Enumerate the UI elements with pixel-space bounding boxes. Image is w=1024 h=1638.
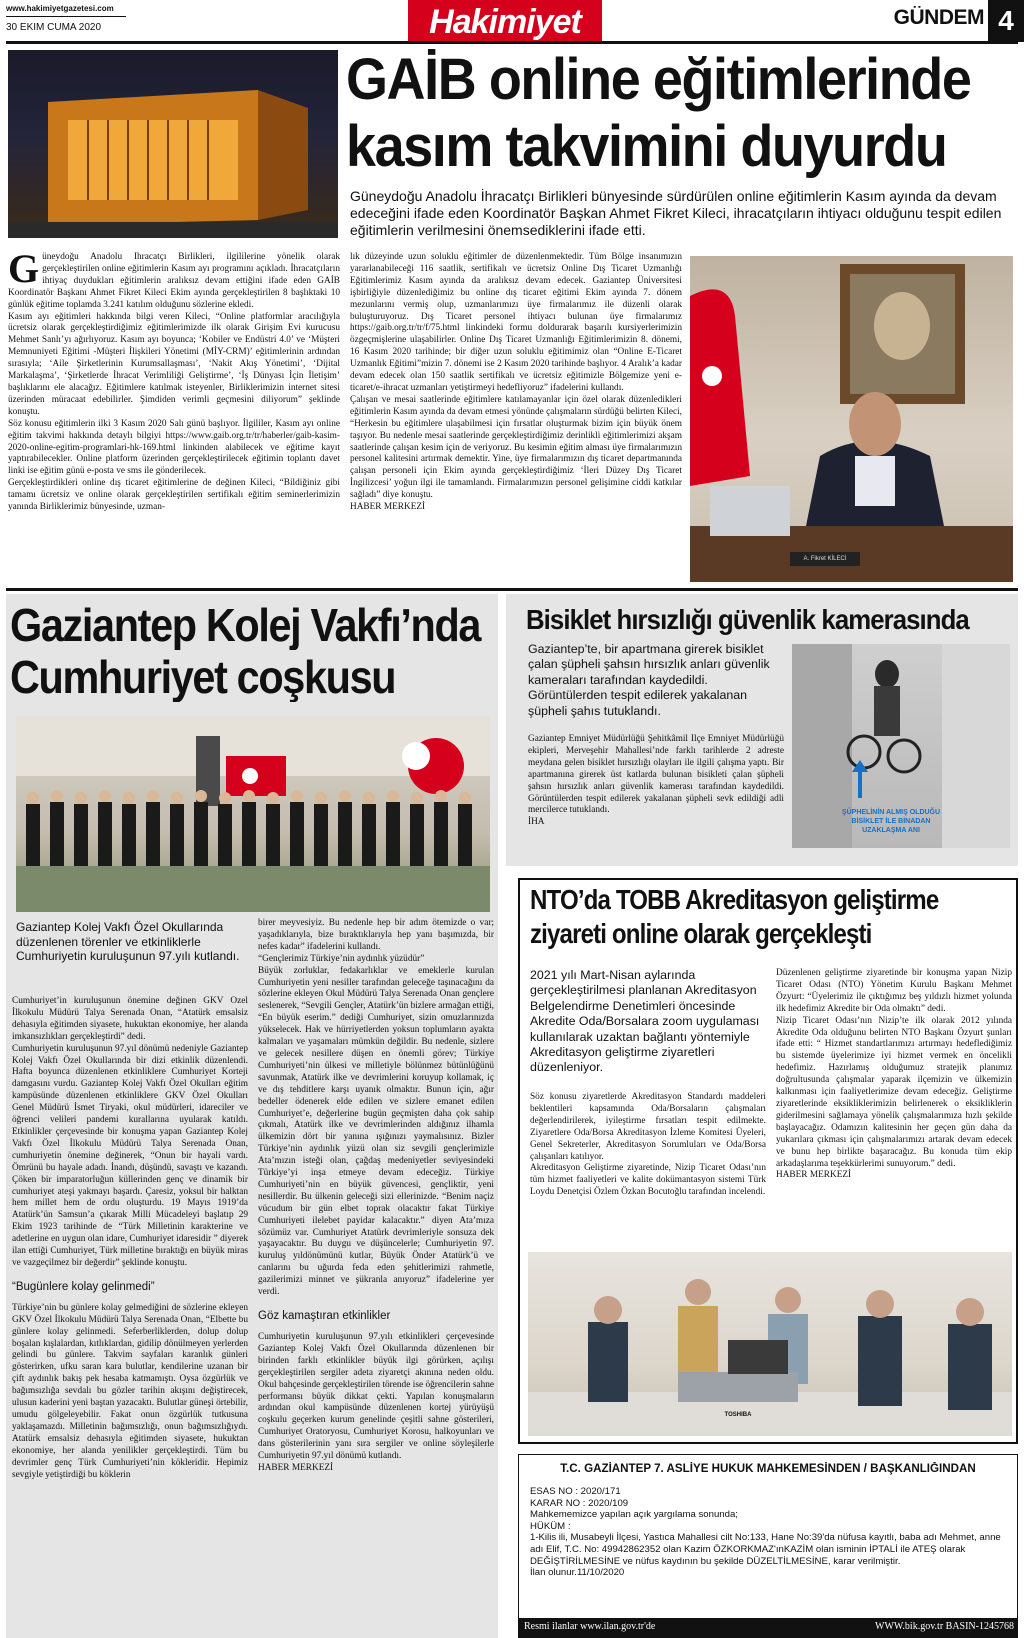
story4-col2-p1: Düzenlenen geliştirme ziyaretinde bir konuşma yapan Nizip Ticaret Odası (NTO) Yönetim Kurulu Başkanı Mehmet Özyurt: “Üyelerimiz ile çıktığımız beş yıldızlı hizmet yolunda ilk hedefimiz Akredite bir Oda olmaktı” dedi. [776, 968, 1012, 1014]
nameplate: A. Fikret KİLECİ [790, 552, 860, 566]
building-illustration [8, 50, 338, 238]
story2-lead: Gaziantep Kolej Vakfı Özel Okullarında düzenlenen törenler ve etkinliklerle Cumhuriyetin kuruluşunun 97.yılı kutlandı. [16, 920, 240, 963]
story2-col2-p3: Büyük zorluklar, fedakarlıklar ve emeklerle kurulan Cumhuriyetin yeni nesiller tarafından geleceğe taşınacağını da sözlerine ekleyen Okul Müdürü Talya Serenada Onan gençlere seslenerek, “Sevgili Gençler, Atatürk’ün bizlere armağan ettiği, “En büyük eserim.” dediği Cumhuriyet, sizin omuzlarınızda yükselecek. Hak ve hürriyetlerden yoksun toplumların ayakta kalmaları ve yaşamaları mümkün değildir. Bu nedenle, sizlere ve gelecek nesillere düşen en önemli görev; Türkiye Cumhuriyeti’nin ülkesi ve milletiyle bölünmez bütünlüğünü savunmak, Atatürk ilke ve devrimlerini koruyup kollamak, iç ve dış tehditlere karşı uyanık olmaktır. Bunun için, ağır bedeller ödenerek elde edilen ve sizlere emanet edilen Cumhuriyet’e, değerlerine bugün geçmişten daha çok sahip çıkmalı, Atatürk ilke ve devrimlerinden aldığınız ilhamla ülkemizin dört bir yanına ışığınızı yaymalısınız. Bizler Türkiye’nin aydınlık yüzü olan siz sevgili gençlerimizle Ata’mızın isteği olan, çağdaş medeniyetler seviyesindeki Türkiye’yi inşa etmeye devam edeceğiz. Türkiye Cumhuriyeti’nin en büyük güvencesi, gençliktir, yeni nesillerdir. Bu ülkenin geleceği sizi ellerinizde. “Benim naçiz vücudum bir gün elbet toprak olacaktır fakat Türkiye Cumhuriyeti ilelebet payidar kalacaktır.” diyen Ata’mıza sözümüz var. Cumhuriyet Atatürk devrimleriyle sonsuza dek yaşayacaktır. Bu duygu ve düşüncelerle; Cumhuriyetin 97. kuruluş yıldönümünü kutlar, Büyük Önder Atatürk’ü ve canlarını bu uğurda feda eden şehitlerimizi rahmetle, gazilerimizi minnet ve şükranla anıyoruz” ifadelerine yer verdi. [258, 965, 494, 1298]
story3-body-text: Gaziantep Emniyet Müdürlüğü Şehitkâmil İlçe Emniyet Müdürlüğü ekipleri, Merveşehir Mahallesi’nde farklı tarihlerde 2 adreste meydana gelen bisiklet hırsızlığı olayları ile ilgili çalışma yaptı. Bir apartmanına girerek üst katlarda bulunan bisikleti çalan şüpheli şahsın hırsızlık anları güvenlik kamerası tarafından kaydedildi. Görüntülerden tespit edilerek yakalanan şüpheli sevk edildiği adli mercilerce tutuklandı. [528, 734, 784, 816]
kileci-office-photo [690, 256, 1013, 582]
story4-lead: 2021 yılı Mart-Nisan aylarında gerçekleştirilmesi planlanan Akreditasyon Belgelendirme Denetimleri öncesinde Akredite Oda/Borsalara zoom uygulaması kullanılarak uzaktan bağlantı yöntemiyle Akreditasyon geliştirme ziyaretleri düzenleniyor. [530, 968, 760, 1075]
story2-subhead-2: Göz kamaştıran etkinlikler [258, 1310, 391, 1322]
story2-column-2 [258, 918, 494, 1634]
legal-date: İlan olunur.11/10/2020 [530, 1567, 625, 1579]
story4-byline: HABER MERKEZİ [776, 1170, 852, 1181]
masthead-logo [408, 0, 602, 44]
ceremony-photo [16, 716, 490, 912]
story1-byline: HABER MERKEZİ [350, 502, 426, 513]
nto-meeting-photo [528, 1252, 1012, 1436]
camera-caption: ŞÜPHELİNİN ALMIŞ OLDUĞU BİSİKLET İLE BİNADAN UZAKLAŞMA ANI [841, 809, 941, 834]
story1-col2-p2: Çalışan ve mesai saatlerinde eğitimlere katılamayanlar için özel olarak düzenledikleri eğitimlerin Kasım ayında da devam etmesi yönünde çalışmaların sürdüğü belirten Kileci, “Herkesin bu eğitimlere ulaşabilmesi için fırsatlar oluşturmak bizim için büyük önem taşıyor. Bu nedenle mesai saatlerinde gerçekleştirdiğimiz derinlikli eğitimlerimizi akşam saatlerinde çalışan kesim için de veriyoruz. Bu kesimin eğitim alması üye firmalarımızın personel kalitesini artırmak demektir. Yine, üye firmalarımızın dış ticaret departmanında çalışan personeli için Ekim ayında gerçekleştirdiğimiz ‘İleri Düzey Dış Ticaret İngilizcesi’ yoğun ilgi ile tamamlandı. Firmalarımızın personel gelişimine ciddi katkılar sağladı” diye konuştu. [350, 394, 682, 501]
story4-title-line2: ziyareti online olarak gerçekleşti [530, 918, 872, 949]
ceremony-illustration [16, 716, 490, 912]
story1-column-1 [8, 252, 340, 584]
story2-col1-p2: Cumhuriyetin kuruluşunun 97.yıl dönümü nedeniyle Gaziantep Kolej Vakfı Özel Okullarında bir dizi etkinlik düzenlendi. Hafta boyunca düzenlenen etkinliklere Cumhuriyet Korteji damgasını vurdu. Gaziantep Kolej Vakfı Özel Okulları eğitim kampüsünde düzenlenen etkinliklere GKV Özel Okulları Genel Müdürü İsmet Tiryaki, okul müdürleri, idareciler ve öğrenci velileri pandemi kurallarına uyularak katıldı. Etkinlikler çerçevesinde bir konuşma yapan Gaziantep Kolej Vakfı Özel İlkokulu Müdürü Talya Serenada Onan, cumhuriyetin önemine değinerek, “Onun bir hayali vardı. Ömrünü bu hayale adadı. İnandı, düşündü, savaştı ve kazandı. Çöken bir imparatorluğun küllerinden genç ve dinamik bir cumhuriyet ateşi yakmayı başardı. Çaresiz, yoksul bir halktan hem millet hem de ordu oluşturdu. 19 Mayıs 1919’da Atatürk’ün Samsun’a çıkarak Milli Mücadeleyi başlatıp 29 Ekim 1923 tarihinde de “Türk Milletinin karakterine ve adetlerine en uygun olan idare, Cumhuriyet idaresidir ” diyerek ilan ettiği Cumhuriyet, Türk milletine bıraktığı en büyük miras ve vazgeçilmez bir değerdir” şeklinde konuştu. [12, 1043, 248, 1268]
legal-esas: ESAS NO : 2020/171 [530, 1486, 621, 1497]
legal-title: T.C. GAZİANTEP 7. ASLİYE HUKUK MAHKEMESİNDEN / BAŞKANLIĞINDAN [560, 1462, 976, 1475]
laptop-brand: TOSHIBA [724, 1412, 752, 1418]
section-divider-1 [6, 588, 1018, 591]
story1-title-line2: kasım takvimini duyurdu [346, 115, 947, 179]
story2-subhead-1: “Bugünlere kolay gelinmedi” [12, 1280, 155, 1293]
story4-column-1 [530, 1092, 766, 1252]
story1-lead: Güneydoğu Anadolu İhracatçı Birlikleri bünyesinde sürdürülen online eğitimlerin Kasım ayında da devam edeceğini ifade eden Koordinatör Başkan Ahmet Fikret Kileci, ihracatçıların ihtiyacı olduğunu tespit edilen eğitimlerin verilmesini önemsediklerini ifade etti. [350, 188, 1002, 238]
story2-col2-p1: birer meyvesiyiz. Bu nedenle hep bir adım ötemizde o var; yaşadıklarıyla, bize bıraktıklarıyla hep yanı başımızda, bir nefes kadar” ifadelerini kullandı. [258, 918, 494, 952]
story3-body [528, 734, 784, 854]
masthead-divider [6, 41, 1018, 44]
legal-text: 1-Kilis ili, Musabeyli İlçesi, Yastıca Mahallesi cilt No:133, Hane No:39'da nüfusa kayıtlı, baba adı Mehmet, anne adı Elif, T.C. No: 49942862352 olan Kazim ÖZKORKMAZ'ınKAZİM olan isminin İPTALİ ile ATEŞ olarak DEĞİŞTİRİLMESİNE ve nüfus kaydının bu şekilde DÜZELTİLMESİNE, karar verilmiştir. [530, 1532, 1001, 1567]
meeting-illustration [528, 1252, 1012, 1436]
legal-karar: KARAR NO : 2020/109 [530, 1497, 629, 1509]
story1-column-2 [350, 252, 682, 584]
gaib-building-photo [8, 50, 338, 238]
section-label: GÜNDEM [893, 6, 984, 29]
legal-content [530, 1486, 1008, 1579]
story4-title-line1: NTO’da TOBB Akreditasyon geliştirme [530, 884, 939, 915]
legal-intro: Mahkememizce yapılan açık yargılama sonunda; [530, 1509, 738, 1521]
story2-col1-p1: Cumhuriyet’in kuruluşunun önemine değinen GKV Özel İlkokulu Müdürü Talya Serenada Onan, “Atatürk emsalsiz dehasıyla eğitimden siyasete, hukuktan ekonomiye, her alanda imkansızlıkları gerçekleştirdi” dedi. [12, 996, 248, 1042]
story2-title-line1: Gaziantep Kolej Vakfı’nda [10, 600, 481, 650]
story3-title: Bisiklet hırsızlığı güvenlik kamerasında [526, 604, 969, 635]
story1-col1-p2: Kasım ayı eğitimleri hakkında bilgi veren Kileci, “Online platformlar aracılığıyla ücretsiz olarak gerçekleştirdiğimiz eğitimlerimizde ilk olarak Girişim Evi kurucusu Mehmet Sanlı’yı ağırlıyoruz. Kasım ayı boyunca; ‘Kobiler ve Endüstri 4.0’ ve ‘Müşteri Memnuniyeti Eğitimi -Müşteri İlişkileri Yönetimi (MİY-CRM)’ eğitimlerinin ardından sırasıyla; ‘Aile Şirketlerinin Kurumsallaşması’, ‘Nakit Akış Yönetimi’, ‘Dijital Markalaşma’, ‘Şirketlerde İhracat Verimliliği Geliştirme’, ‘İş Dünyası İçin İletişim’ başlıklarını ele alacağız. Eğitimlere katılmak isteyenler, Birliklerimizin internet sitesi üzerinden müracaat edebilirler. Şimdiden verimli geçmesini diliyorum” şeklinde konuştu. [8, 311, 340, 417]
story4-col1-p2: Akreditasyon Geliştirme ziyaretinde, Nizip Ticaret Odası’nın tüm hizmet faaliyetleri ve kalite dokümantasyon sistemi Türk Loydu Denetçisi Özlem Özkan Bocutoğlu tarafından incelendi. [530, 1163, 766, 1198]
story1-title-line1: GAİB online eğitimlerinde [346, 48, 971, 112]
page-number [988, 0, 1024, 42]
story1-col1-p3: Söz konusu eğitimlerin ilki 3 Kasım 2020 Salı günü başlıyor. İlgililer, Kasım ayı online eğitim takvimi hakkında detaylı bilgiyi https://www.gaib.org.tr/tr/haberler/gaib-kasim-2020-online-egitim-programlari-hk-169.html linkinden alabilecek ve eğitime kayıt yaptırabilecekler. Online platform üzerinden gerçekleştirilecek eğitimin toplantı davet linki ise eğitim günü e-posta ve sms ile gönderilecek. [8, 418, 340, 477]
story2-col2-p4: Cumhuriyetin kuruluşunun 97.yılı etkinlikleri çerçevesinde Gaziantep Kolej Vakfı Özel Okullarında düzenlenen bir birinden farklı etkinlikler büyük ilgi görürken, açılışı gerçekleştirilen sergiler adeta ziyaretçi akınına neden oldu. Okul bahçesinde gerçekleştirilen törende ise öğrencilerin sahne performansı büyük dikkat çekti. Yapılan konuşmaların ardından okul kampüsünde düzenlenen kortej yürüyüşü coşkulu geçerken kurum genelinde çeşitli sahne gösterileri, Cumhuriyet Oratoryosu, Cumhuriyet Korosu, halkoyunları ve dans gösterilerinin yanı sıra sergiler ve online söyleşilerle Cumhuriyetin 97.yıl dönümü kutlandı. [258, 1332, 494, 1462]
masthead-rule [6, 16, 126, 17]
story4-col1-p1: Söz konusu ziyaretlerde Akreditasyon Standardı maddeleri beklentileri kapsamında Oda/Borsaların çalışmaları değerlendirilerek, iyileştirme fırsatları tespit edilmekte. Ziyaretlere Oda/Borsa Akreditasyon İzleme Komitesi Üyeleri, Genel Sekreterler, Akreditasyon Sorumluları ve Oda/Borsa çalışanları katılıyor. [530, 1092, 766, 1162]
story1-col1-p1: üneydoğu Anadolu İhracatçı Birlikleri, ilgililerine yönelik olarak gerçekleştirilen online eğitimlerin Kasım ayı programını açıkladı. İhracatçıların ihtiyaç duydukları eğitimlerin aralıksız devam ettiğini ifade eden GAİB Koordinatör Başkanı Ahmet Fikret Kileci Ekim ayında gerçekleştirilen 8 başlıktaki 10 günlük eğitime toplamda 3.241 katılım olduğunu sözlerine ekledi. [8, 252, 340, 310]
story2-title-line2: Cumhuriyet coşkusu [10, 652, 396, 702]
masthead-date: 30 EKİM CUMA 2020 [6, 22, 102, 33]
security-camera-photo [792, 644, 1010, 848]
story2-column-1 [12, 996, 248, 1634]
masthead-website[interactable]: www.hakimiyetgazetesi.com [6, 4, 114, 13]
page-number-text: 4 [998, 5, 1014, 36]
logo-text: Hakimiyet [429, 3, 581, 41]
story2-col1-p3: Türkiye’nin bu günlere kolay gelmediğini de sözlerine ekleyen GKV Özel İlkokulu Müdürü Talya Serenada Onan, “Elbette bu günlere kolay gelinmedi. Seferberliklerden, dolup dolup boşalan kışlalardan, kıtlıklardan, gidilip dönülmeyen yerlerden gelindi bu günlere. Takvim sayfaları karanlık günleri gösterirken, ufku saran kara bulutlar, kendilerine uzanan bir çift aydınlık bakış pek hesaba katmamıştı. Oysa özgürlük ve bağımsızlığa sevdalı bu gözler tarihin akışını değiştirecek, ulusun kaderini yeni baştan yazacaktı. Bulutlar güneşi örtebilir, umudu gölgeleyebilir. Fakat onun özgürlük tutkusuna yaklaşamazdı. Milletinin bağımsızlığı, onun bağımsızlığıydı. Atatürk emsalsiz dehasıyla eğitimden siyasete, hukuktan ekonomiye, her alanda yenilikler gerçekleştirdi. Tüm bu devrimler genç Türk Cumhuriyeti’nin kökleridir. Hepimiz sevgiyle yetiştirdiği bu köklerin [12, 1302, 248, 1480]
story2-byline: HABER MERKEZİ [258, 1462, 334, 1473]
story2-col2-p2: “Gençlerimiz Türkiye’nin aydınlık yüzüdür” [258, 953, 425, 964]
story4-column-2 [776, 968, 1012, 1252]
legal-footer-right[interactable]: WWW.bik.gov.tr BASIN-1245768 [875, 1621, 1014, 1632]
story1-dropcap: G [8, 252, 40, 291]
story1-col1-p4: Gerçekleştirdikleri online dış ticaret eğitimlerine de değinen Kileci, “Bildiğiniz gibi tamamı ücretsiz ve online olarak gerçekleştirilen sertifikalı eğitim seminerlerimizin yanında Birliklerimiz bünyesinde, uzman- [8, 478, 340, 513]
story3-lead: Gaziantep’te, bir apartmana girerek bisiklet çalan şüpheli şahsın hırsızlık anları güvenlik kameraları tarafından kaydedildi. Görüntülerden tespit edilerek yakalanan şüpheli şahıs tutuklandı. [528, 642, 770, 718]
story4-col2-p2: Nizip Ticaret Odası’nın Nizip’te ilk olarak 2012 yılında Akredite Oda olduğunu belirten NTO Başkanı Özyurt şunları ifade etti: “ Hizmet standartlarımızı artırmayı hedeflediğimiz bu sistemde üyelerimize iyi hizmet vermek en öncelikli hedefimiz. Hazırlamış olduğumuz stratejik planımız doğrultusunda çalışmalar yaparak ilçemizin ve ülkemizin kalkınması için faaliyetlerimize devam edeceğiz. Geliştirme ziyaretlerinde eksikliklerimizin belirlenerek o eksikliklerin giderilmesini sağlamaya yönelik çalışmalarımıza hızlı şekilde başlayacağız. Odamızın kalitesinin her geçen gün daha da yukarılara çıkması için çalışmalarımızı artarak devam edecek ve bunu hep birlikte başaracağız. Bu konuda tüm ekip arkadaşlarıma teşekkürlerimi sunuyorum.” dedi. [776, 1015, 1012, 1169]
legal-hukum: HÜKÜM : [530, 1520, 571, 1532]
office-illustration [690, 256, 1013, 582]
story1-col2-p1: lık düzeyinde uzun soluklu eğitimler de düzenlenmektedir. Tüm Bölge insanımızın yararlanabileceği 116 saatlik, sertifikalı ve ücretsiz Online Dış Ticaret Uzmanlığı Eğitimlerimiz Kasım ayında da aralıksız devam edecek. Gaziantep Üniversitesi işbirliğiyle düzenlediğimiz bu online dış ticaret eğitimi Ekim ayında 7. dönem mezunlarını vermiş olup, uzmanlarımızı üye firmalarımız ile düzenli olarak buluşturuyoruz. Dış Ticaret personel ihtiyacı bulunan üye firmalarımız https://gaib.org.tr/tr/f/75.html linkindeki formu doldurarak başarılı kursiyerlerimizin özgeçmişlerine ulaşabilirler. Online Dış Ticaret Uzmanlığı Eğitimlerimizin 8. dönemi, 16 Kasım 2020 tarihinde; bir diğer uzun soluklu eğitimimiz olan “Online E-Ticaret Uzmanlık Eğitimi”mizin 7. dönemi ise 2 Kasım 2020 tarihinde başlıyor. 4 Aralık’a kadar devam edecek olan 150 saatlik sertifikalı ve ücretsiz eğitimizle Bölgemize yeni e-ticaret/e-ihracat uzmanları yetiştirmeyi hedefliyoruz” ifadelerini kullandı. [350, 252, 682, 393]
legal-footer-left[interactable]: Resmi ilanlar www.ilan.gov.tr'de [524, 1621, 656, 1632]
story3-source: İHA [528, 817, 545, 828]
